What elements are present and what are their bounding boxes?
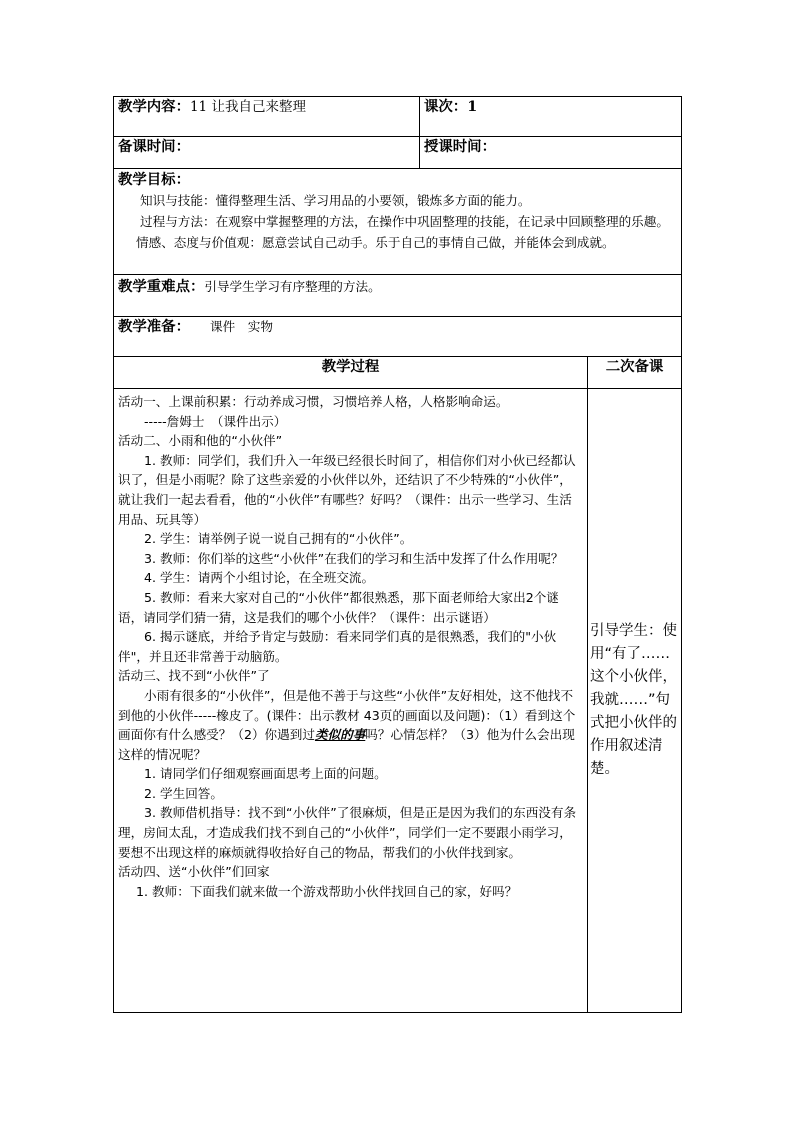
process-paragraph: 2. 学生回答。 [144, 785, 223, 801]
lesson-plan-table [113, 96, 682, 1013]
row-preparation [114, 317, 682, 357]
process-paragraph: 4. 学生：请两个小组讨论，在全班交流。 [144, 570, 375, 586]
process-paragraph: 1. 请同学们仔细观察画面思考上面的问题。 [144, 766, 387, 782]
goal-knowledge: 知识与技能：懂得整理生活、学习用品的小要领，锻炼多方面的能力。 [140, 192, 531, 208]
key-points-value: 引导学生学习有序整理的方法。 [204, 279, 381, 294]
second-prep-cell [588, 389, 682, 1013]
lesson-value: 1 [467, 98, 478, 115]
teach-time-label: 授课时间： [424, 138, 496, 155]
preparation-value: 课件 实物 [209, 319, 273, 334]
row-time [114, 137, 682, 169]
activity3-paragraph [118, 686, 583, 764]
row-process-header [114, 357, 682, 389]
second-prep-header: 二次备课 [605, 358, 664, 375]
process-paragraph: 1. 教师：下面我们就来做一个游戏帮助小伙伴找回自己的家，好吗？ [136, 883, 518, 899]
process-paragraph: 3. 教师借机指导：找不到“小伙伴”了很麻烦，但是正是因为我们的东西没有条理，房间太乱，才造成我们找不到自己的“小伙伴”，同学们一定不要跟小雨学习，要想不出现这样的麻烦就得收拾好自己的物品，帮我们的小伙伴找到家。 [118, 805, 577, 860]
teach-time-cell [420, 137, 682, 169]
preparation-cell [114, 317, 682, 357]
process-paragraph: 3. 教师：你们举的这些“小伙伴”在我们的学习和生活中发挥了什么作用呢？ [144, 550, 564, 566]
activity3-text-before: 小雨有很多的“小伙伴”，但是他不善于与这些“小伙伴”友好相处，这不他找不到他的小伙伴-----橡皮了。(课件：出示教材 43页的画面以及问题)：（1）看到这个画面你有什么感受？（2）你遇到过 [118, 687, 576, 743]
prep-time-label: 备课时间： [118, 138, 190, 155]
content-cell [114, 97, 420, 137]
row-content [114, 97, 682, 137]
key-points-cell [114, 275, 682, 317]
process-header-cell [114, 357, 588, 389]
row-process [114, 389, 682, 1013]
lesson-label: 课次： [424, 98, 468, 115]
process-list [118, 392, 583, 686]
prep-time-cell [114, 137, 420, 169]
goal-process: 过程与方法：在观察中掌握整理的方法，在操作中巩固整理的技能，在记录中回顾整理的乐趣。 [140, 213, 669, 229]
process-paragraph: 活动三、找不到“小伙伴”了 [118, 668, 270, 684]
activity3-text-after: 吗？心情怎样？（3）他为什么会出现这样的情况呢？ [118, 727, 575, 762]
goals-title: 教学目标： [118, 171, 190, 188]
process-paragraph: 2. 学生：请举例子说一说自己拥有的“小伙伴”。 [144, 531, 413, 547]
row-key-points [114, 275, 682, 317]
process-paragraph: 活动四、送“小伙伴”们回家 [118, 864, 270, 880]
process-paragraph: 活动二、小雨和他的“小伙伴” [118, 433, 283, 449]
content-value: 11 让我自己来整理 [189, 99, 306, 115]
process-paragraph: 6. 揭示谜底，并给予肯定与鼓励：看来同学们真的是很熟悉，我们的"小伙伴"，并且还非常善于动脑筋。 [118, 629, 557, 664]
second-prep-note: 引导学生：使用“有了……这个小伙伴，我就……”句式把小伙伴的作用叙述清楚。 [590, 623, 677, 777]
process-tail-list [118, 764, 583, 901]
key-points-label: 教学重难点： [118, 278, 205, 295]
row-goals [114, 169, 682, 275]
content-label: 教学内容： [118, 98, 190, 115]
process-paragraph: 活动一、上课前积累：行动养成习惯，习惯培养人格，人格影响命运。 [118, 394, 509, 409]
goal-emotion: 情感、态度与价值观：愿意尝试自己动手。乐于自己的事情自己做，并能体会到成就。 [136, 234, 615, 250]
second-prep-header-cell [588, 357, 682, 389]
lesson-number-cell [420, 97, 682, 137]
process-header: 教学过程 [321, 358, 380, 375]
process-paragraph: -----詹姆士 （课件出示） [144, 413, 287, 429]
process-paragraph: 5. 教师：看来大家对自己的“小伙伴”都很熟悉，那下面老师给大家出2个谜语，请同学们猜一猜，这是我们的哪个小伙伴？（课件：出示谜语） [118, 589, 559, 625]
process-cell [114, 389, 588, 1013]
activity3-emphasis: 类似的事 [314, 727, 366, 743]
goals-cell [114, 169, 682, 275]
process-paragraph: 1. 教师：同学们，我们升入一年级已经很长时间了，相信你们对小伙已经都认识了，但是小雨呢？除了这些亲爱的小伙伴以外，还结识了不少特殊的“小伙伴”，就让我们一起去看看，他的“小伙伴”有哪些？好吗？（课件：出示一些学习、生活用品、玩具等） [118, 452, 576, 527]
preparation-label: 教学准备： [118, 318, 190, 335]
